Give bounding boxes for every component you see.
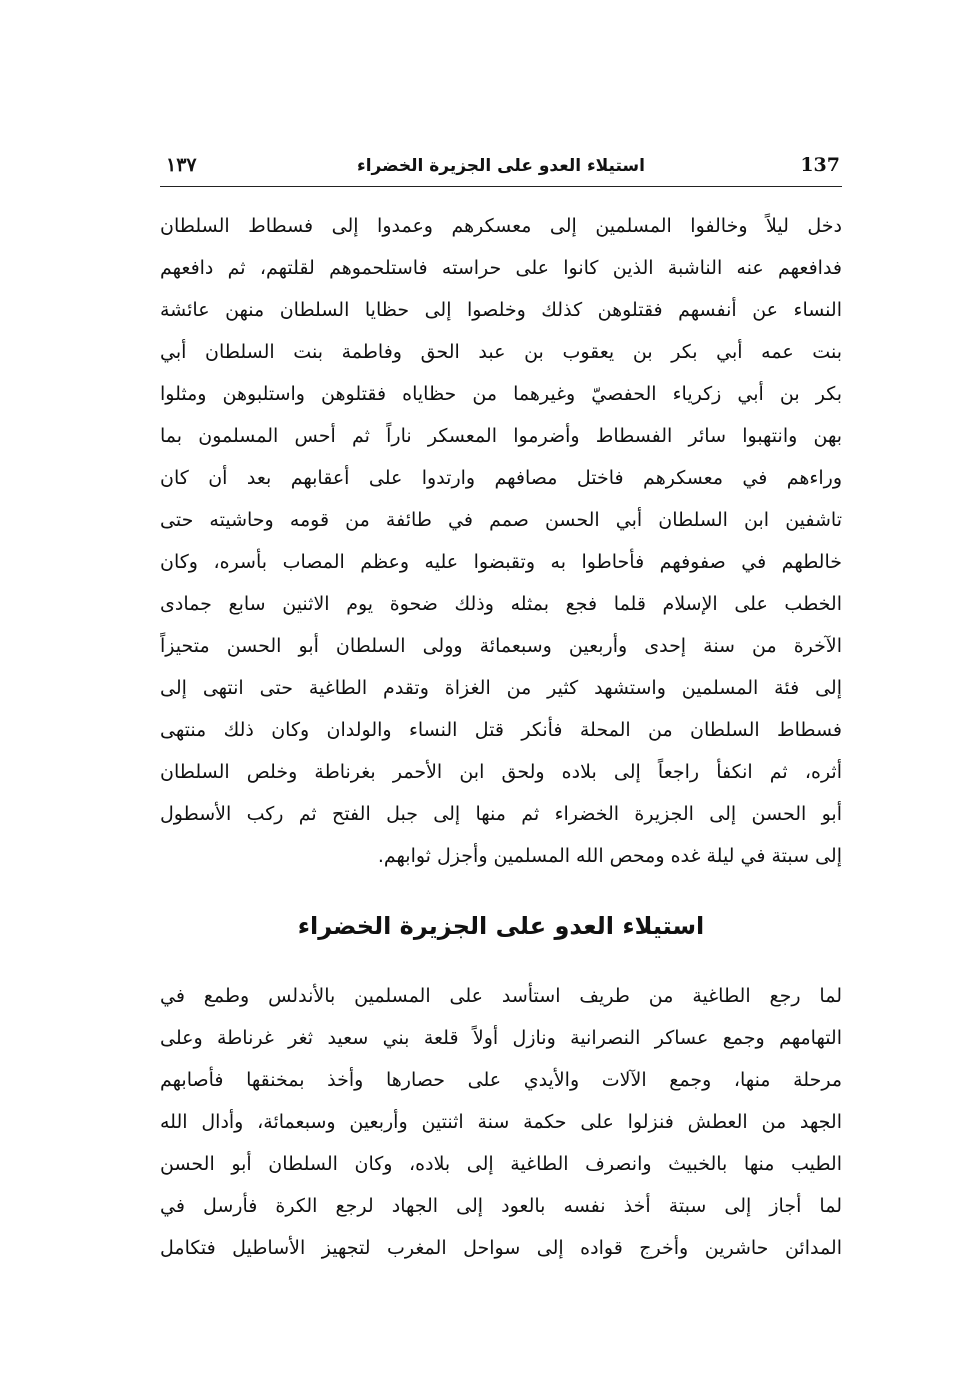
- text-line: لما رجع الطاغية من طريف استأسد على المسلمين بالأندلس وطمع في: [160, 985, 842, 1007]
- text-line: وراءهم في معسكرهم فاختل مصافهم وارتدوا على أعقابهم بعد أن كان: [160, 467, 842, 489]
- text-line: الآخرة من سنة إحدى وأربعين وسبعمائة وولى السلطان أبو الحسن متحيزاً: [160, 635, 842, 657]
- text-line: إلى فئة المسلمين واستشهد كثير من الغزاة وتقدم الطاغية حتى انتهى إلى: [160, 677, 842, 699]
- text-line: خالطهم في صفوفهم فأحاطوا به وتقبضوا عليه وعظم المصاب بأسره، وكان: [160, 551, 842, 573]
- paragraph-1: [160, 205, 842, 877]
- text-line: دخل ليلاً وخالفوا المسلمين إلى معسكرهم وعمدوا إلى فسطاط السلطان: [160, 215, 842, 237]
- running-title: استيلاء العدو على الجزيرة الخضراء: [357, 156, 645, 176]
- text-line: فسطاط السلطان من المحلة فأنكر قتل النساء والولدان وكان ذلك منتهى: [160, 719, 842, 741]
- text-line: لما أجاز إلى سبتة أخذ نفسه بالعود إلى الجهاد لرجع الكرة فأرسل في: [160, 1195, 842, 1217]
- text-line: بكر بن أبي زكرياء الحفصيّ وغيرهما من حظاياه فقتلوهن واستلبوهن ومثلوا: [160, 383, 842, 405]
- paragraph-2: [160, 975, 842, 1269]
- text-line: التهامهم وجمع عساكر النصرانية ونازل أولاً قلعة بني سعيد ثغر غرناطة وعلى: [160, 1027, 842, 1049]
- text-line: أبو الحسن إلى الجزيرة الخضراء ثم منها إلى جبل الفتح ثم ركب الأسطول: [160, 803, 842, 825]
- text-line: النساء عن أنفسهم فقتلوهن كذلك وخلصوا إلى حظايا السلطان منهن عائشة: [160, 299, 842, 321]
- text-line: بنت عمه أبي بكر بن يعقوب بن عبد الحق وفاطمة بنت السلطان أبي: [160, 341, 842, 363]
- section-title: استيلاء العدو على الجزيرة الخضراء: [297, 912, 705, 940]
- text-line: الخطب على الإسلام قلما فجع بمثله وذلك ضحوة يوم الاثنين سابع جمادى: [160, 593, 842, 615]
- text-line: الطيب منها بالخبيث وانصرف الطاغية إلى بلاده، وكان السلطان أبو الحسن: [160, 1153, 842, 1175]
- page-number-latin: 137: [800, 154, 840, 176]
- text-line: أثره، ثم انكفأ راجعاً إلى بلاده ولحق ابن الأحمر بغرناطة وخلص السلطان: [160, 761, 842, 783]
- page-number-arabic: ١٣٧: [166, 154, 197, 176]
- text-line: المدائن حاشرين وأخرج قواده إلى سواحل المغرب لتجهيز الأساطيل فتكامل: [160, 1237, 842, 1259]
- text-line: الجهد من العطش فنزلوا على حكمة سنة اثنتين وأربعين وسبعمائة، وأدال الله: [160, 1111, 842, 1133]
- text-line: مرحلة منها، وجمع الآلات والأيدي على حصارها وأخذ بمخنقها فأصابهم: [160, 1069, 842, 1091]
- text-line: فدافعهم عنه الناشبة الذين كانوا على حراسته فاستلحموهم لقلتهم، ثم دافعهم: [160, 257, 842, 279]
- text-line: بهن وانتهبوا سائر الفسطاط وأضرموا المعسكر ناراً ثم أحس المسلمون بما: [160, 425, 842, 447]
- text-line: إلى سبتة في ليلة غده ومحص الله المسلمين وأجزل ثوابهم.: [377, 845, 842, 867]
- page-header: [160, 150, 842, 187]
- text-line: تاشفين ابن السلطان أبي الحسن صمم في طائفة من قومه وحاشيته حتى: [160, 509, 842, 531]
